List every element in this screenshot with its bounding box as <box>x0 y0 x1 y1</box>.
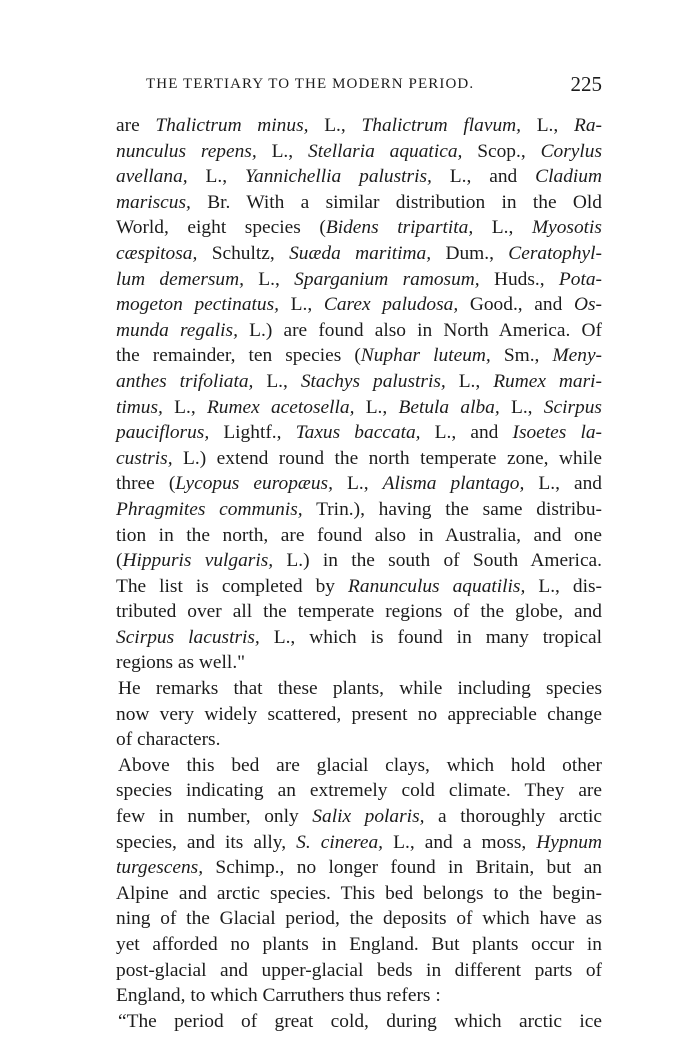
italic-text: turgescens, <box>116 857 204 879</box>
text-line <box>116 855 602 881</box>
italic-text: Betula alba, <box>398 396 500 418</box>
text-line <box>116 139 602 165</box>
text-line <box>116 548 602 574</box>
italic-text: Hippuris vulgaris, <box>122 550 274 572</box>
italic-text: munda regalis, <box>116 319 238 341</box>
text-run: three ( <box>116 473 176 495</box>
text-run: ( <box>116 550 123 572</box>
italic-text: Scirpus <box>543 396 602 418</box>
text-line <box>116 804 602 830</box>
text-line <box>116 983 602 1009</box>
text-run: L., <box>187 166 245 188</box>
text-line <box>116 727 602 753</box>
italic-text: nunculus repens, <box>116 140 257 162</box>
text-run: Schimp., no longer found in Britain, but an <box>203 857 602 879</box>
italic-text: Bidens tripartita, <box>325 217 474 239</box>
text-line <box>116 958 602 984</box>
text-run: World, eight species ( <box>116 217 326 239</box>
text-run: L., <box>332 473 383 495</box>
text-run: Alpine and arctic species. This bed belongs to the begin- <box>116 882 602 904</box>
italic-text: Stachys palustris, <box>300 370 446 392</box>
text-run: L., <box>308 115 362 136</box>
text-run: L., dis- <box>525 575 602 597</box>
italic-text: Corylus <box>540 140 602 162</box>
text-line <box>116 395 602 421</box>
text-run: yet afforded no plants in England. But plants occur in <box>116 934 602 955</box>
text-run: Schultz, <box>197 242 290 264</box>
text-run: of characters. <box>116 729 221 751</box>
text-run: Lightf., <box>209 422 296 444</box>
text-run: ning of the Glacial period, the deposits of which have as <box>116 908 602 930</box>
text-run: L., <box>279 294 324 316</box>
page-number: 225 <box>570 72 602 96</box>
italic-text: Ra- <box>573 115 602 136</box>
text-run: L., <box>473 217 532 239</box>
italic-text: Pota- <box>558 268 603 290</box>
text-line <box>116 369 602 395</box>
italic-text: Taxus baccata, <box>295 422 421 444</box>
text-run: L., and a moss, <box>383 831 537 853</box>
text-run: L., <box>243 268 295 290</box>
text-line <box>116 164 602 190</box>
text-line <box>116 676 602 702</box>
body-text <box>116 113 602 1034</box>
text-run: L., and <box>431 166 536 188</box>
italic-text: lum demersum, <box>116 268 244 290</box>
text-run: L., and <box>524 473 602 495</box>
text-line <box>116 625 602 651</box>
italic-text: Suæda maritima, <box>289 242 432 264</box>
italic-text: mariscus, <box>116 191 191 213</box>
text-run: England, to which Carruthers thus refers : <box>116 985 441 1007</box>
text-run: L., <box>354 396 399 418</box>
italic-text: Rumex acetosella, <box>206 396 355 418</box>
text-line <box>116 906 602 932</box>
text-line <box>116 650 602 676</box>
text-run: Sm., <box>490 345 553 367</box>
italic-text: Sparganium ramosum, <box>294 268 480 290</box>
italic-text: Ceratophyl- <box>508 242 602 264</box>
italic-text: Lycopus europæus, <box>175 473 333 495</box>
text-run: species indicating an extremely cold climate. They are <box>116 780 602 802</box>
text-run: Above this bed are glacial clays, which hold other <box>118 754 602 776</box>
text-line <box>116 599 602 625</box>
text-run: “The period of great cold, during which arctic ice <box>118 1010 602 1032</box>
italic-text: S. cinerea, <box>296 831 384 853</box>
text-run: L., <box>162 396 207 418</box>
italic-text: Thalictrum minus, <box>155 115 309 136</box>
text-run: now very widely scattered, present no appreciable change <box>116 703 602 725</box>
italic-text: Myosotis <box>531 217 602 239</box>
italic-text: avellana, <box>116 166 188 188</box>
italic-text: pauciflorus, <box>116 422 210 444</box>
text-line <box>116 881 602 907</box>
italic-text: mogeton pectinatus, <box>116 294 279 316</box>
text-line <box>116 292 602 318</box>
italic-text: Scirpus lacustris, <box>116 626 260 648</box>
text-run: L.) in the south of South America. <box>273 550 602 572</box>
text-line <box>116 113 602 139</box>
text-run: L., <box>253 370 301 392</box>
italic-text: Phragmites communis, <box>116 498 303 520</box>
italic-text: Stellaria aquatica, <box>308 140 463 162</box>
text-line <box>116 190 602 216</box>
text-run: The list is completed by <box>116 575 349 597</box>
text-line <box>116 420 602 446</box>
italic-text: anthes trifoliata, <box>116 370 254 392</box>
text-line <box>116 523 602 549</box>
italic-text: Rumex mari- <box>493 370 602 392</box>
italic-text: Nuphar luteum, <box>360 345 491 367</box>
page-header <box>146 72 602 102</box>
text-run: L.) extend round the north temperate zone, while <box>172 447 602 469</box>
text-line <box>116 753 602 779</box>
text-line <box>116 446 602 472</box>
text-run: L., <box>445 370 494 392</box>
text-line <box>116 830 602 856</box>
italic-text: Isoetes la- <box>512 422 603 444</box>
text-run: He remarks that these plants, while including species <box>118 678 602 700</box>
text-run: regions as well." <box>116 652 246 674</box>
text-run: tion in the north, are found also in Australia, and one <box>116 524 602 546</box>
text-line <box>116 267 602 293</box>
italic-text: Carex paludosa, <box>323 294 459 316</box>
text-run: L., <box>499 396 544 418</box>
text-run: a thoroughly arctic <box>424 806 602 828</box>
text-run: the remainder, ten species ( <box>116 345 361 367</box>
text-line <box>116 497 602 523</box>
text-run: L.) are found also in North America. Of <box>237 319 603 341</box>
text-run: Huds., <box>479 268 559 290</box>
text-run: species, and its ally, <box>116 831 297 853</box>
text-run: L., <box>521 115 574 136</box>
text-line <box>116 343 602 369</box>
text-line <box>116 215 602 241</box>
italic-text: Meny- <box>552 345 603 367</box>
italic-text: Thalictrum flavum, <box>361 115 521 136</box>
text-line <box>116 471 602 497</box>
italic-text: Ranunculus aquatilis, <box>348 575 526 597</box>
text-line <box>116 574 602 600</box>
text-line <box>116 1009 602 1035</box>
italic-text: Os- <box>573 294 602 316</box>
text-run: Br. With a similar distribution in the Old <box>190 191 602 213</box>
text-run: Scop., <box>462 140 541 162</box>
text-run: L., which is found in many tropical <box>259 626 602 648</box>
running-head: THE TERTIARY TO THE MODERN PERIOD. <box>146 76 475 92</box>
italic-text: Yannichellia palustris, <box>245 166 432 188</box>
text-line <box>116 778 602 804</box>
text-run: L., <box>256 140 308 162</box>
italic-text: custris, <box>116 447 173 469</box>
text-line <box>116 241 602 267</box>
italic-text: Alisma plantago, <box>382 473 525 495</box>
text-line <box>116 702 602 728</box>
italic-text: Hypnum <box>536 831 602 853</box>
text-run: are <box>116 115 156 136</box>
text-line <box>116 318 602 344</box>
italic-text: Cladium <box>535 166 602 188</box>
text-run: post-glacial and upper-glacial beds in different parts of <box>116 959 602 981</box>
text-run: tributed over all the temperate regions of the globe, and <box>116 601 602 623</box>
text-line <box>116 932 602 958</box>
text-run: few in number, only <box>116 806 313 828</box>
italic-text: timus, <box>116 396 163 418</box>
text-run: Good., and <box>458 294 574 316</box>
italic-text: cæspitosa, <box>116 242 198 264</box>
italic-text: Salix polaris, <box>312 806 425 828</box>
text-run: Trin.), having the same distribu- <box>302 498 602 520</box>
text-run: Dum., <box>431 242 509 264</box>
text-run: L., and <box>420 422 513 444</box>
